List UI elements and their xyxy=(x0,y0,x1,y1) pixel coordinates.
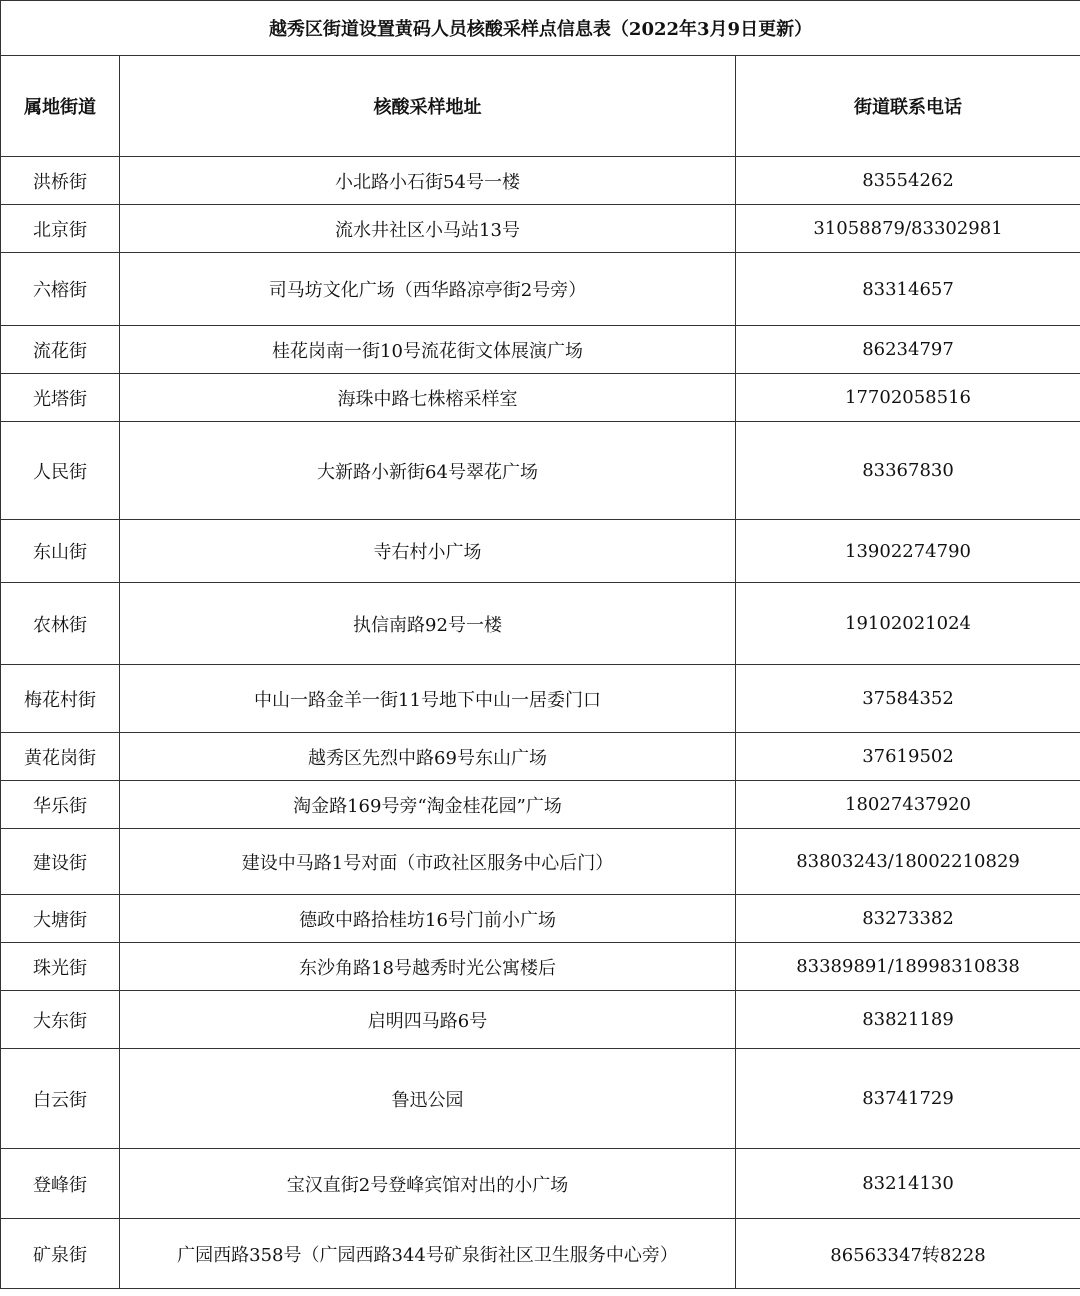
table-row xyxy=(1,253,1080,326)
address-cell: 小北路小石街54号一楼 xyxy=(120,157,736,205)
street-cell: 光塔街 xyxy=(1,374,120,422)
table-row xyxy=(1,520,1080,583)
address-cell: 流水井社区小马站13号 xyxy=(120,205,736,253)
phone-cell: 83554262 xyxy=(736,157,1080,205)
phone-cell: 18027437920 xyxy=(736,781,1080,829)
header-address: 核酸采样地址 xyxy=(120,56,736,157)
address-cell: 桂花岗南一街10号流花街文体展演广场 xyxy=(120,326,736,374)
table-row xyxy=(1,583,1080,665)
phone-cell: 83741729 xyxy=(736,1049,1080,1149)
address-cell: 执信南路92号一楼 xyxy=(120,583,736,665)
header-street: 属地街道 xyxy=(1,56,120,157)
phone-cell: 86234797 xyxy=(736,326,1080,374)
table-row xyxy=(1,1149,1080,1219)
phone-cell: 17702058516 xyxy=(736,374,1080,422)
phone-cell: 31058879/83302981 xyxy=(736,205,1080,253)
table-row xyxy=(1,326,1080,374)
table-row xyxy=(1,991,1080,1049)
street-cell: 矿泉街 xyxy=(1,1219,120,1289)
street-cell: 农林街 xyxy=(1,583,120,665)
address-cell: 寺右村小广场 xyxy=(120,520,736,583)
phone-cell: 83821189 xyxy=(736,991,1080,1049)
header-phone: 街道联系电话 xyxy=(736,56,1080,157)
address-cell: 宝汉直街2号登峰宾馆对出的小广场 xyxy=(120,1149,736,1219)
table-row xyxy=(1,205,1080,253)
address-cell: 越秀区先烈中路69号东山广场 xyxy=(120,733,736,781)
phone-cell: 83273382 xyxy=(736,895,1080,943)
street-cell: 登峰街 xyxy=(1,1149,120,1219)
address-cell: 淘金路169号旁“淘金桂花园”广场 xyxy=(120,781,736,829)
address-cell: 建设中马路1号对面（市政社区服务中心后门） xyxy=(120,829,736,895)
table-row xyxy=(1,665,1080,733)
street-cell: 六榕街 xyxy=(1,253,120,326)
phone-cell: 86563347转8228 xyxy=(736,1219,1080,1289)
address-cell: 鲁迅公园 xyxy=(120,1049,736,1149)
address-cell: 司马坊文化广场（西华路凉亭街2号旁） xyxy=(120,253,736,326)
table-row xyxy=(1,895,1080,943)
phone-cell: 83314657 xyxy=(736,253,1080,326)
phone-cell: 13902274790 xyxy=(736,520,1080,583)
street-cell: 华乐街 xyxy=(1,781,120,829)
street-cell: 流花街 xyxy=(1,326,120,374)
address-cell: 海珠中路七株榕采样室 xyxy=(120,374,736,422)
table-row xyxy=(1,829,1080,895)
street-cell: 大塘街 xyxy=(1,895,120,943)
street-cell: 白云街 xyxy=(1,1049,120,1149)
street-cell: 黄花岗街 xyxy=(1,733,120,781)
street-cell: 东山街 xyxy=(1,520,120,583)
phone-cell: 19102021024 xyxy=(736,583,1080,665)
table-row xyxy=(1,157,1080,205)
table-row xyxy=(1,1049,1080,1149)
table-row xyxy=(1,943,1080,991)
table-row xyxy=(1,1219,1080,1289)
phone-cell: 83367830 xyxy=(736,422,1080,520)
phone-cell: 83803243/18002210829 xyxy=(736,829,1080,895)
street-cell: 北京街 xyxy=(1,205,120,253)
address-cell: 东沙角路18号越秀时光公寓楼后 xyxy=(120,943,736,991)
header-row xyxy=(1,56,1080,157)
address-cell: 广园西路358号（广园西路344号矿泉街社区卫生服务中心旁） xyxy=(120,1219,736,1289)
street-cell: 建设街 xyxy=(1,829,120,895)
street-cell: 洪桥街 xyxy=(1,157,120,205)
street-cell: 人民街 xyxy=(1,422,120,520)
table-title: 越秀区街道设置黄码人员核酸采样点信息表（2022年3月9日更新） xyxy=(1,1,1080,56)
address-cell: 大新路小新街64号翠花广场 xyxy=(120,422,736,520)
phone-cell: 37619502 xyxy=(736,733,1080,781)
table-row xyxy=(1,781,1080,829)
table-row xyxy=(1,733,1080,781)
phone-cell: 37584352 xyxy=(736,665,1080,733)
title-row xyxy=(1,1,1080,56)
table-body xyxy=(1,157,1080,1289)
address-cell: 德政中路拾桂坊16号门前小广场 xyxy=(120,895,736,943)
address-cell: 启明四马路6号 xyxy=(120,991,736,1049)
table-row xyxy=(1,422,1080,520)
street-cell: 大东街 xyxy=(1,991,120,1049)
address-cell: 中山一路金羊一街11号地下中山一居委门口 xyxy=(120,665,736,733)
street-cell: 梅花村街 xyxy=(1,665,120,733)
phone-cell: 83214130 xyxy=(736,1149,1080,1219)
table-row xyxy=(1,374,1080,422)
phone-cell: 83389891/18998310838 xyxy=(736,943,1080,991)
street-cell: 珠光街 xyxy=(1,943,120,991)
